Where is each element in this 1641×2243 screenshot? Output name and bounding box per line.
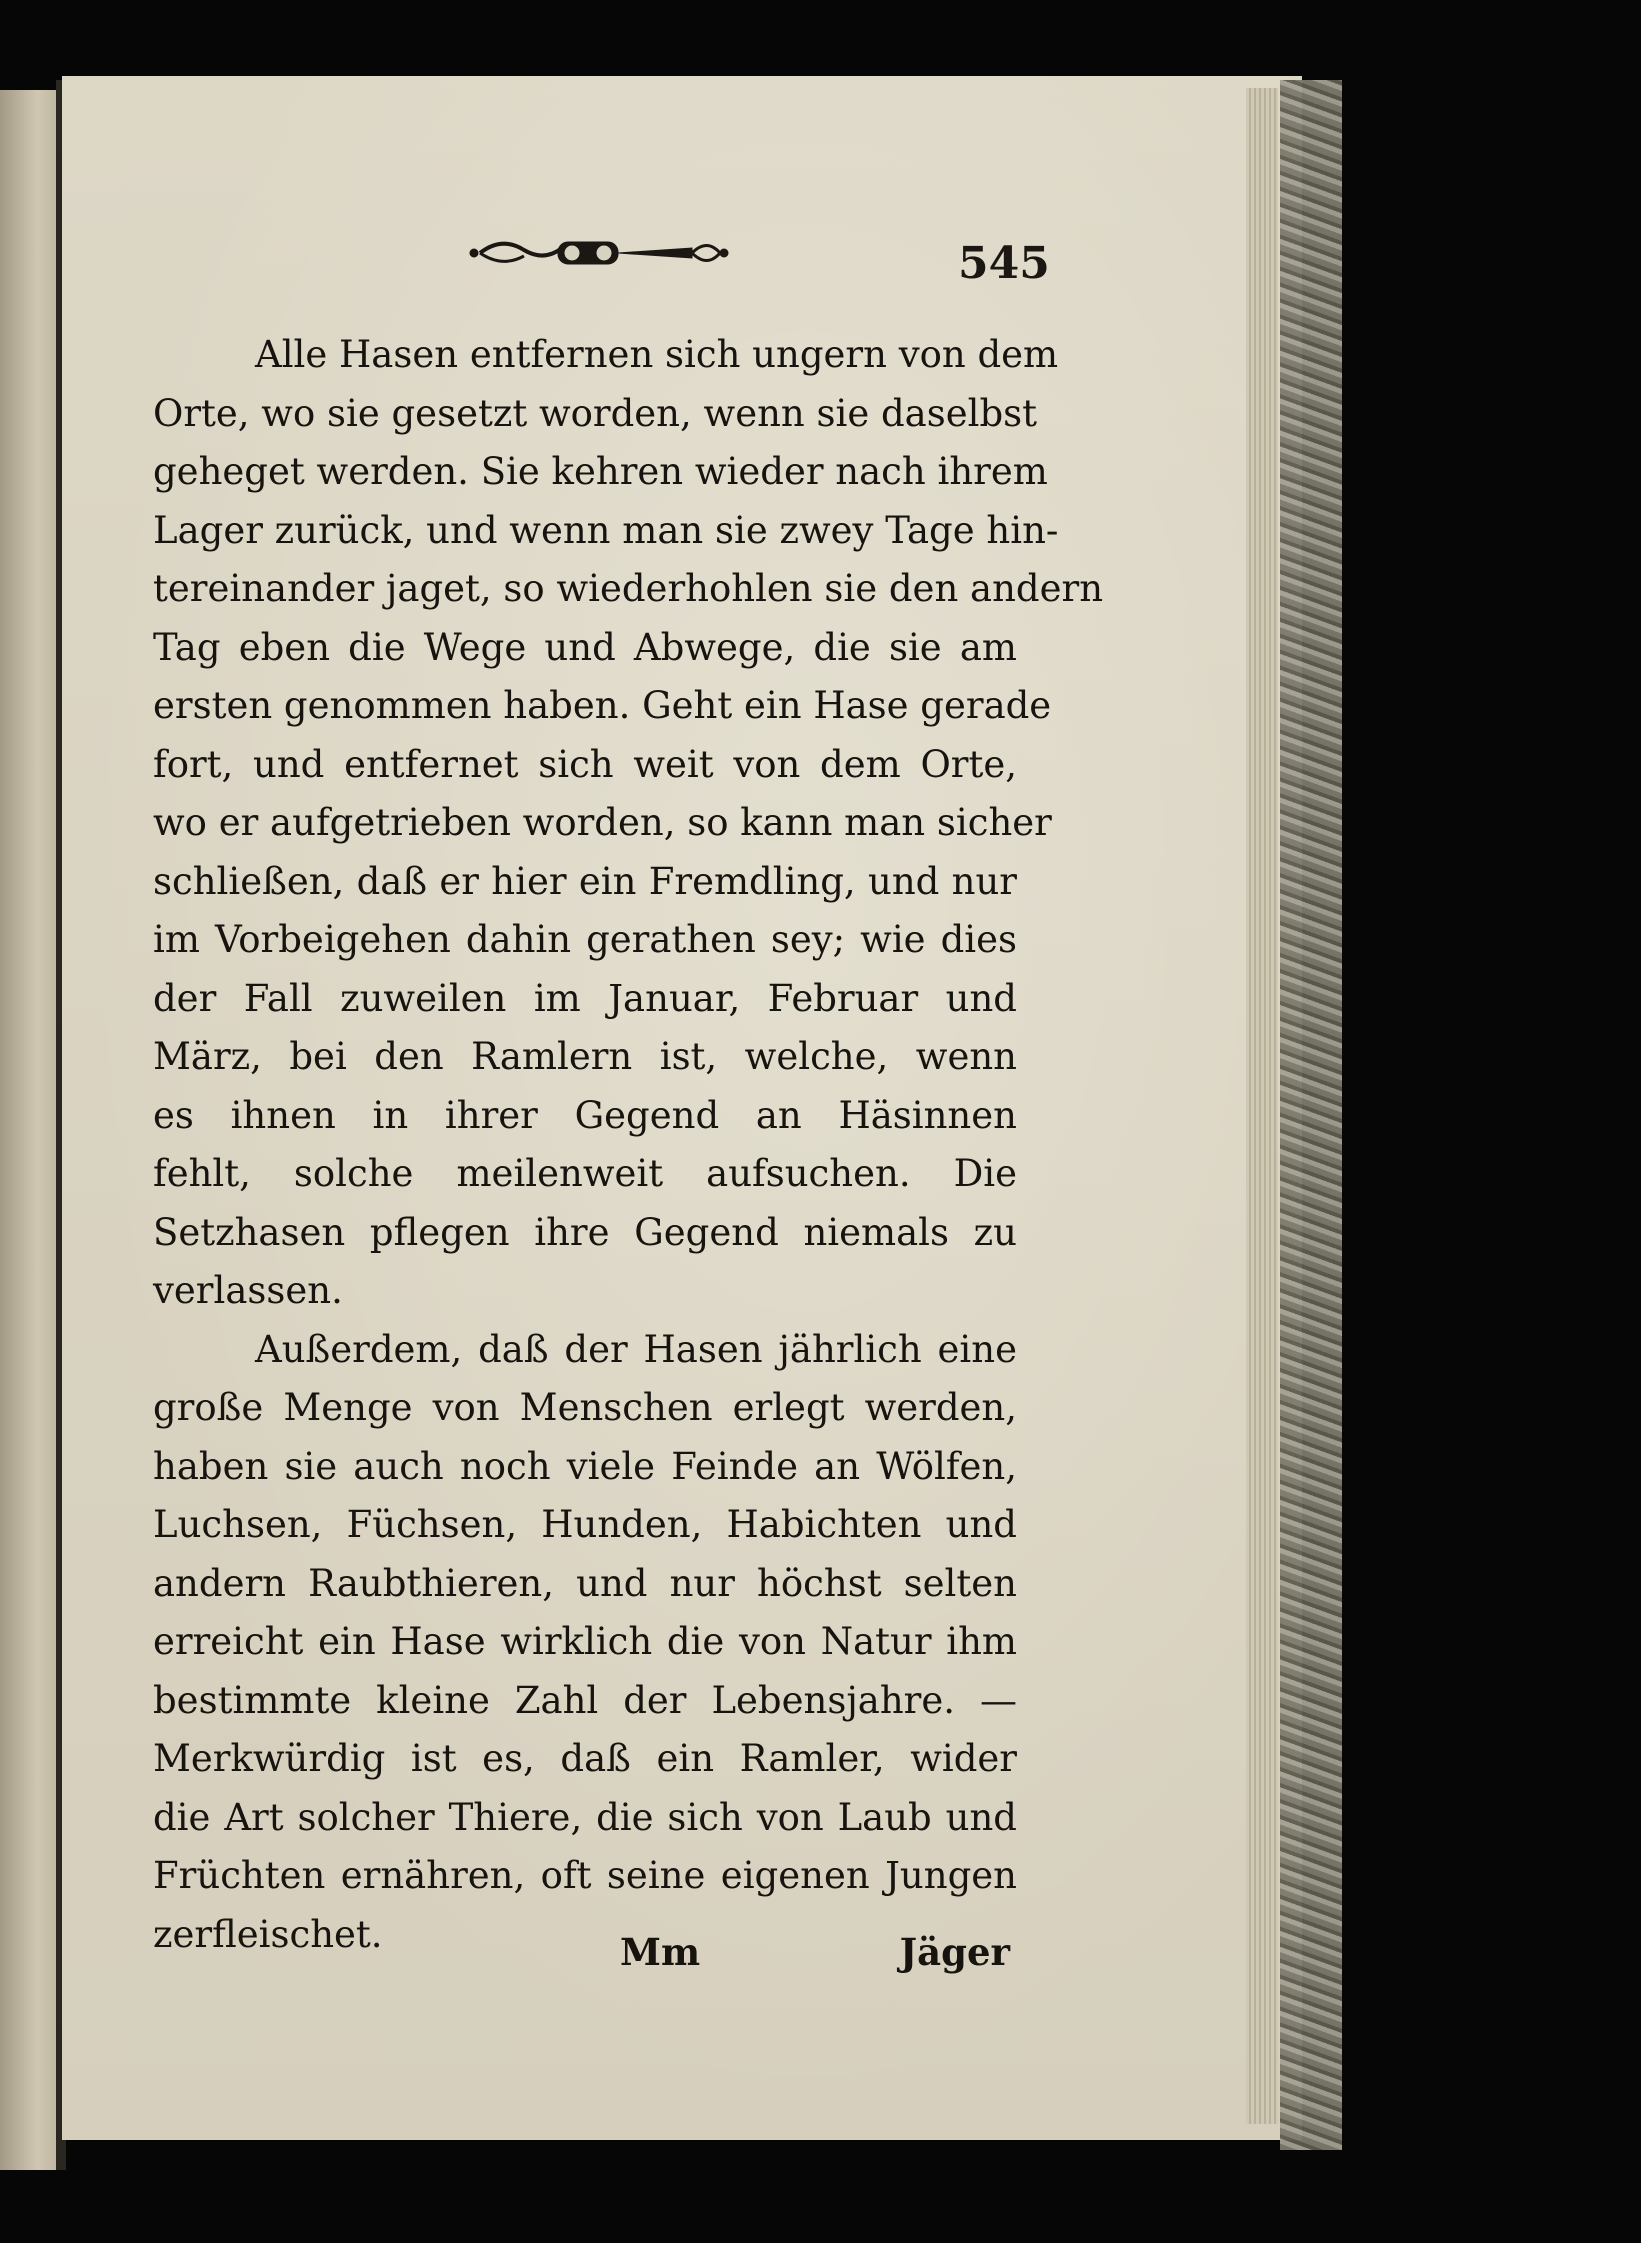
text-line: fehlt, solche meilenweit aufsuchen. Die	[153, 1152, 1017, 1195]
text-line: haben sie auch noch viele Feinde an Wölfen,	[153, 1444, 1017, 1488]
text-line: Luchsen, Füchsen, Hunden, Habichten und	[153, 1503, 1017, 1546]
text-line: März, bei den Ramlern ist, welche, wenn	[153, 1035, 1017, 1078]
body-text	[153, 326, 1104, 1964]
marbled-cover	[1280, 80, 1342, 2150]
text-line: fort, und entfernet sich weit von dem Orte,	[153, 742, 1017, 786]
text-line: Setzhasen pflegen ihre Gegend niemals zu	[153, 1210, 1017, 1254]
text-line: schließen, daß er hier ein Fremdling, und nur	[153, 859, 1017, 903]
page-edges	[1246, 88, 1278, 2124]
text-line: Merkwürdig ist es, daß ein Ramler, wider	[153, 1737, 1017, 1780]
catchword: Jäger	[899, 1930, 1010, 1974]
text-line: Orte, wo sie gesetzt worden, wenn sie daselbst	[153, 391, 1037, 435]
text-line: Lager zurück, und wenn man sie zwey Tage hin-	[153, 508, 1059, 552]
printers-ornament-icon	[462, 228, 732, 278]
text-line: Außerdem, daß der Hasen jährlich eine	[255, 1327, 1017, 1371]
text-line: geheget werden. Sie kehren wieder nach ihrem	[153, 450, 1048, 493]
left-page-edge	[0, 90, 62, 2170]
signature-mark: Mm	[620, 1930, 701, 1974]
text-line: zerfleischet.	[153, 1912, 383, 1956]
text-line: große Menge von Menschen erlegt werden,	[153, 1386, 1017, 1429]
text-line: tereinander jaget, so wiederhohlen sie den andern	[153, 567, 1104, 610]
text-line: erreicht ein Hase wirklich die von Natur ihm	[153, 1620, 1017, 1663]
text-line: verlassen.	[153, 1269, 343, 1312]
text-line: der Fall zuweilen im Januar, Februar und	[153, 976, 1017, 1020]
text-line: bestimmte kleine Zahl der Lebensjahre. —	[153, 1678, 1017, 1722]
text-line: Früchten ernähren, oft seine eigenen Jungen	[153, 1854, 1017, 1897]
text-line: es ihnen in ihrer Gegend an Häsinnen	[153, 1093, 1017, 1137]
page-number: 545	[958, 238, 1050, 289]
text-line: die Art solcher Thiere, die sich von Laub und	[153, 1795, 1017, 1839]
text-line: Tag eben die Wege und Abwege, die sie am	[153, 625, 1017, 669]
text-line: andern Raubthieren, und nur höchst selten	[153, 1561, 1017, 1605]
text-line: im Vorbeigehen dahin gerathen sey; wie dies	[153, 918, 1017, 961]
text-line: wo er aufgetrieben worden, so kann man sicher	[153, 801, 1052, 844]
text-line: ersten genommen haben. Geht ein Hase gerade	[153, 684, 1052, 727]
text-line: Alle Hasen entfernen sich ungern von dem	[255, 333, 1059, 376]
